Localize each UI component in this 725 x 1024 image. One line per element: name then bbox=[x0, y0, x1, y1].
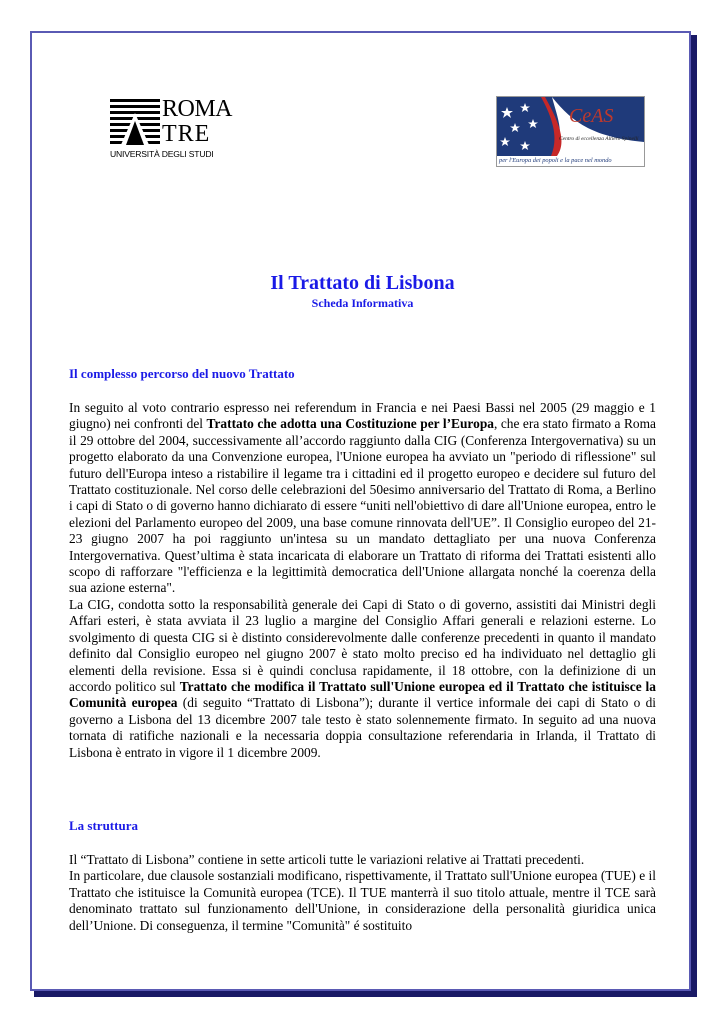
section-body-percorso bbox=[69, 400, 656, 761]
roma-tre-logo bbox=[110, 96, 233, 163]
ceas-subtitle-1: Centro di eccellenza Altiero Spinelli bbox=[559, 136, 639, 142]
text-run: , che era stato firmato a Roma il 29 ottobre del 2004, successivamente all’accordo raggiunto dalla CIG (Conferenza Intergovernativa) su un progetto elaborato da una Convenzione europea, l'Unione europea ha avviato un "periodo di riflessione" sul futuro dell'Europa inteso a ristabilire il legame tra i cittadini ed il progetto europeo e decidere sul futuro del Trattato costituzionale. Nel corso delle celebrazioni del 50esimo anniversario del Trattato di Roma, a Berlino i capi di Stato o di governo hanno dichiarato di essere “uniti nell'obiettivo di dare all'Unione europea, entro le elezioni del Parlamento europeo del 2009, una base comune rinnovata dell'UE”. Il Consiglio europeo del 21-23 giugno 2007 ha poi raggiunto un'intesa su un mandato dettagliato per una nuova Conferenza Intergovernativa. Quest’ultima è stata incaricata di elaborare un Trattato di riforma dei Trattati esistenti allo scopo di rafforzare "l'efficienza e la legittimità democratica dell'Unione allargata nonché la coerenza della sua azione esterna". bbox=[69, 416, 656, 596]
ceas-logo bbox=[496, 96, 645, 167]
paragraph bbox=[69, 597, 656, 761]
bold-text-run: Trattato che modifica il Trattato sull'Unione europea ed il Trattato che istituisce la Comunità europea bbox=[69, 678, 656, 711]
ceas-subtitle-2: per l'Europa dei popoli e la pace nel mondo bbox=[499, 157, 612, 164]
document-title: Il Trattato di Lisbona bbox=[270, 272, 455, 294]
text-run: In seguito al voto contrario espresso nei referendum in Francia e nei Paesi Bassi nel 2005 (29 maggio e 1 giugno) nei confronti del bbox=[69, 400, 656, 432]
roma-tre-emblem-icon bbox=[110, 99, 160, 149]
roma-tre-line1: ROMA bbox=[162, 96, 233, 122]
ceas-title: CeAS bbox=[569, 105, 614, 127]
document-subtitle: Scheda Informativa bbox=[311, 296, 414, 310]
roma-tre-subtitle: UNIVERSITÀ DEGLI STUDI bbox=[110, 149, 214, 159]
paragraph: Il “Trattato di Lisbona” contiene in sette articoli tutte le variazioni relative ai Trattati precedenti. bbox=[69, 852, 585, 867]
roma-tre-line2: TRE bbox=[162, 121, 211, 147]
text-run: La CIG, condotta sotto la responsabilità generale dei Capi di Stato o di governo, assistiti dai Ministri degli Affari esteri, è stata avviata il 23 luglio a margine del Consiglio Affari generali e relazioni esterne. Lo svolgimento di questa CIG si è distinto considerevolmente dalle conferenze precedenti in quanto il mandato definito dal Consiglio europeo nel giugno 2007 è stato molto preciso ed ha individuato nel dettaglio gli elementi della revisione. Essa si è quindi conclusa rapidamente, il 18 ottobre, con la definizione di un accordo politico sul bbox=[69, 596, 656, 694]
text-run: (di seguito “Trattato di Lisbona”); durante il vertice informale dei capi di Stato o di governo a Lisbona del 13 dicembre 2007 tale testo è stato solennemente firmato. In seguito ad una nuova tornata di ratifiche nazionali e la necessaria doppia consultazione referendaria in Irlanda, il Trattato di Lisbona è entrato in vigore il 1 dicembre 2009. bbox=[69, 695, 657, 760]
bold-text-run: Trattato che adotta una Costituzione per l’Europa bbox=[206, 416, 494, 432]
section-heading-struttura: La struttura bbox=[69, 818, 138, 833]
section-body-struttura bbox=[69, 852, 656, 934]
paragraph: In particolare, due clausole sostanziali modificano, rispettivamente, il Trattato sull'Unione europea (TUE) e il Trattato che istituisce la Comunità europea (TCE). Il TUE manterrà il suo titolo attuale, mentre il TCE sarà denominato trattato sul funzionamento dell'Unione, in considerazione della personalità giuridica unica dell’Unione. Di conseguenza, il termine "Comunità" é sostituito bbox=[69, 868, 656, 933]
section-heading-percorso: Il complesso percorso del nuovo Trattato bbox=[69, 366, 295, 381]
paragraph bbox=[69, 400, 656, 597]
